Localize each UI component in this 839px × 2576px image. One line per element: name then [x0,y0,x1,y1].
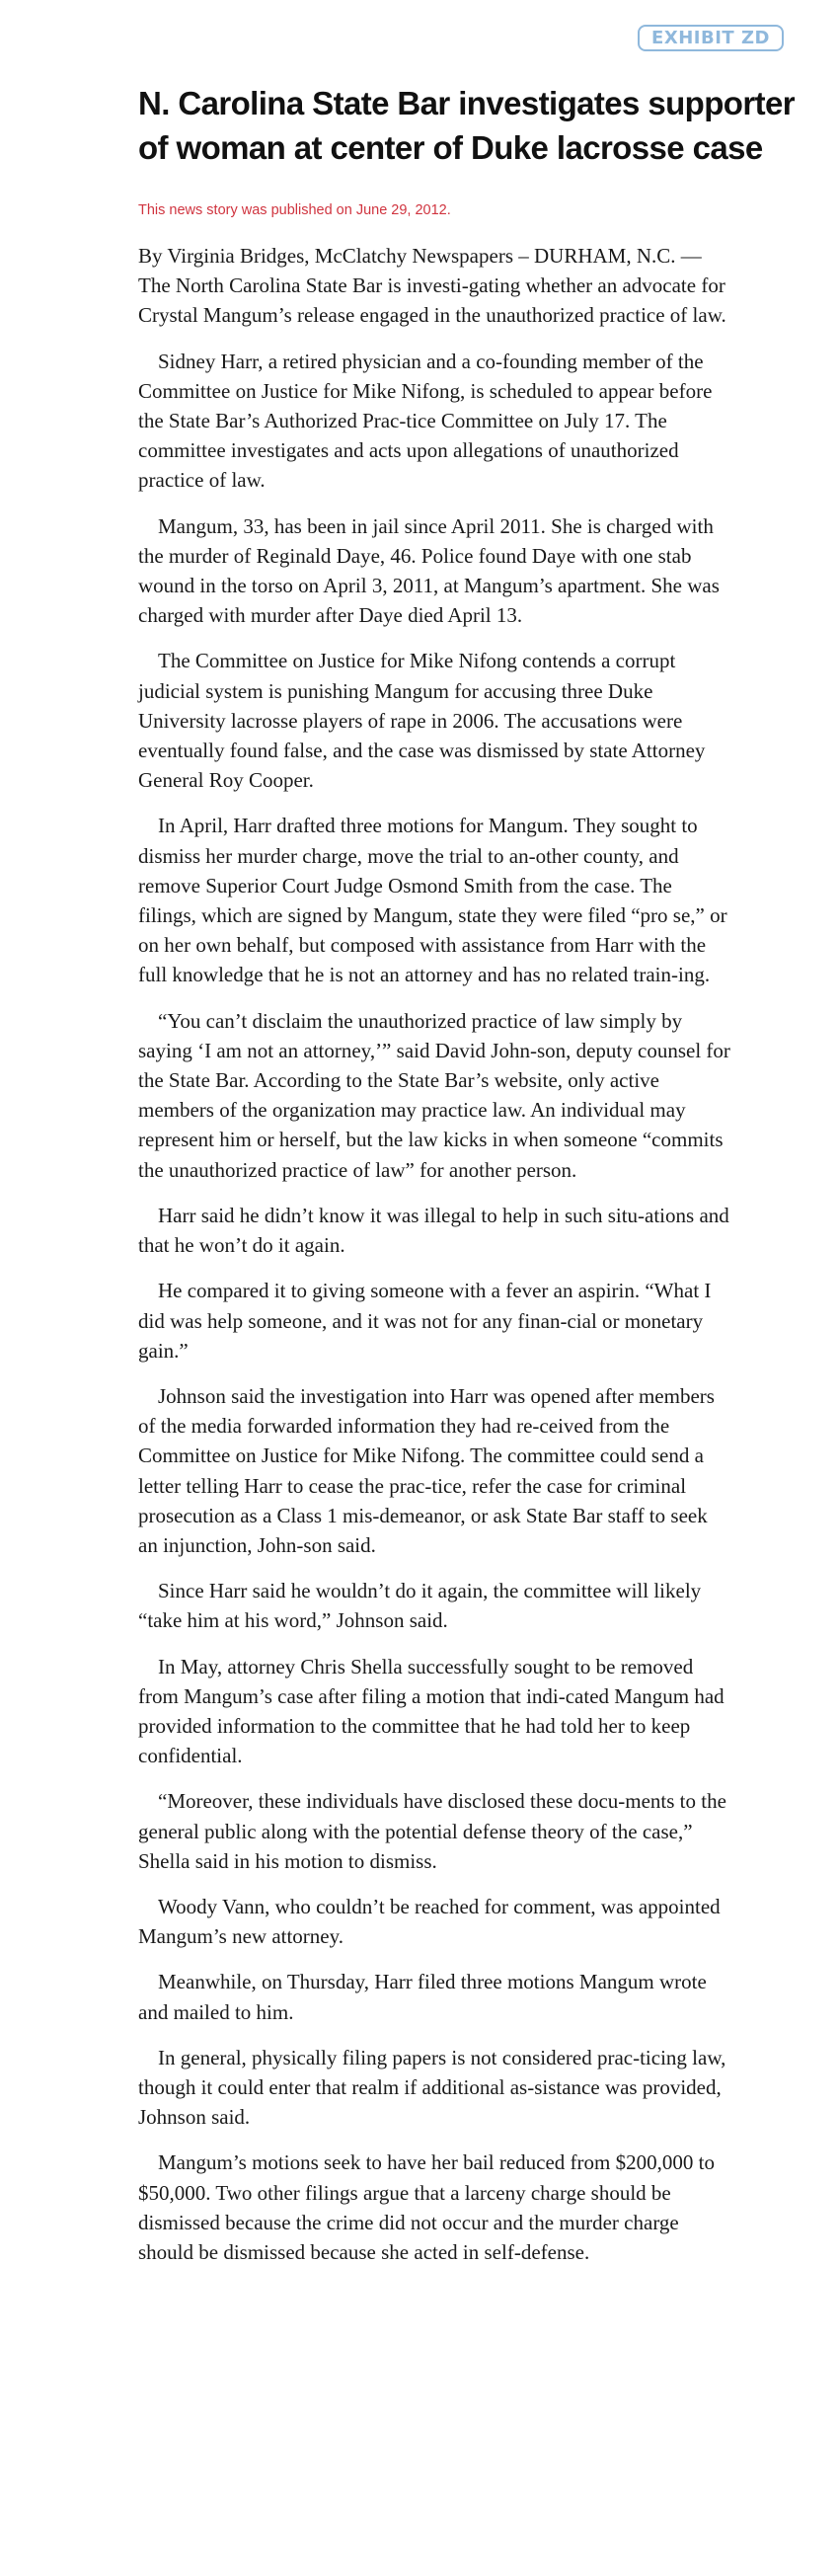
article-paragraph: “Moreover, these individuals have disclosed these docu-ments to the general public along with the potential defense theory of the case,” Shella said in his motion to dismiss. [138,1789,726,1873]
article-paragraph: Woody Vann, who couldn’t be reached for comment, was appointed Mangum’s new attorney. [138,1894,721,1949]
article-paragraph: Johnson said the investigation into Harr was opened after members of the media forwarded information they had re-ceived from the Committee on Justice for Mike Nifong. The committee could send a letter telling Harr to cease the prac-tice, refer the case for criminal prosecution as a Class 1 mis-demeanor, or ask State Bar staff to seek an injunction, John-son said. [138,1383,715,1557]
publication-note: This news story was published on June 29, 2012. [138,202,451,218]
article-paragraph: Sidney Harr, a retired physician and a co-founding member of the Committee on Justice for Mike Nifong, is scheduled to appear before the State Bar’s Authorized Prac-tice Committee on July 17. The committee investigates and acts upon allegations of unauthorized practice of law. [138,349,713,493]
article-paragraph: “You can’t disclaim the unauthorized practice of law simply by saying ‘I am not an attorney,’” said David John-son, deputy counsel for the State Bar. According to the State Bar’s website, only active members of the organization may practice law. An individual may represent him or herself, but the law kicks in when someone “commits the unauthorized practice of law” for another person. [138,1008,730,1182]
exhibit-badge: EXHIBIT ZD [638,25,784,51]
article-body [138,241,730,2283]
article-paragraph: Meanwhile, on Thursday, Harr filed three motions Mangum wrote and mailed to him. [138,1970,707,2024]
article-paragraph: In May, attorney Chris Shella successfully sought to be removed from Mangum’s case after filing a motion that indi-cated Mangum had provided information to the committee that he had told her to keep confidential. [138,1654,725,1768]
headline-line-1: N. Carolina State Bar investigates supporter [138,85,795,121]
article-paragraph: The Committee on Justice for Mike Nifong contends a corrupt judicial system is punishing Mangum for accusing three Duke University lacrosse players of rape in 2006. The accusations were eventually found false, and the case was dismissed by state Attorney General Roy Cooper. [138,649,706,793]
article-paragraph-byline: By Virginia Bridges, McClatchy Newspapers – DURHAM, N.C. — The North Carolina State Bar is investi-gating whether an advocate for Crystal Mangum’s release engaged in the unauthorized practice of law. [138,244,726,328]
headline-line-2: of woman at center of Duke lacrosse case [138,129,763,166]
article-paragraph: In April, Harr drafted three motions for Mangum. They sought to dismiss her murder charge, move the trial to an-other county, and remove Superior Court Judge Osmond Smith from the case. The filings, which are signed by Mangum, state they were filed “pro se,” or on her own behalf, but composed with assistance from Harr with the full knowledge that he is not an attorney and has no related train-ing. [138,814,727,987]
article-paragraph: In general, physically filing papers is not considered prac-ticing law, though it could enter that realm if additional as-sistance was provided, Johnson said. [138,2045,726,2130]
article-headline [138,81,809,170]
article-paragraph: Mangum, 33, has been in jail since April 2011. She is charged with the murder of Reginald Daye, 46. Police found Daye with one stab wound in the torso on April 3, 2011, at Mangum’s apartment. She was charged with murder after Daye died April 13. [138,513,720,628]
article-paragraph: Harr said he didn’t know it was illegal to help in such situ-ations and that he won’t do it again. [138,1203,729,1258]
article-paragraph: Since Harr said he wouldn’t do it again, the committee will likely “take him at his word,” Johnson said. [138,1579,702,1633]
article-paragraph: Mangum’s motions seek to have her bail reduced from $200,000 to $50,000. Two other filings argue that a larceny charge should be dismissed because the crime did not occur and the murder charge should be dismissed because she acted in self-defense. [138,2150,715,2264]
article-paragraph: He compared it to giving someone with a fever an aspirin. “What I did was help someone, and it was not for any finan-cial or monetary gain.” [138,1279,712,1363]
